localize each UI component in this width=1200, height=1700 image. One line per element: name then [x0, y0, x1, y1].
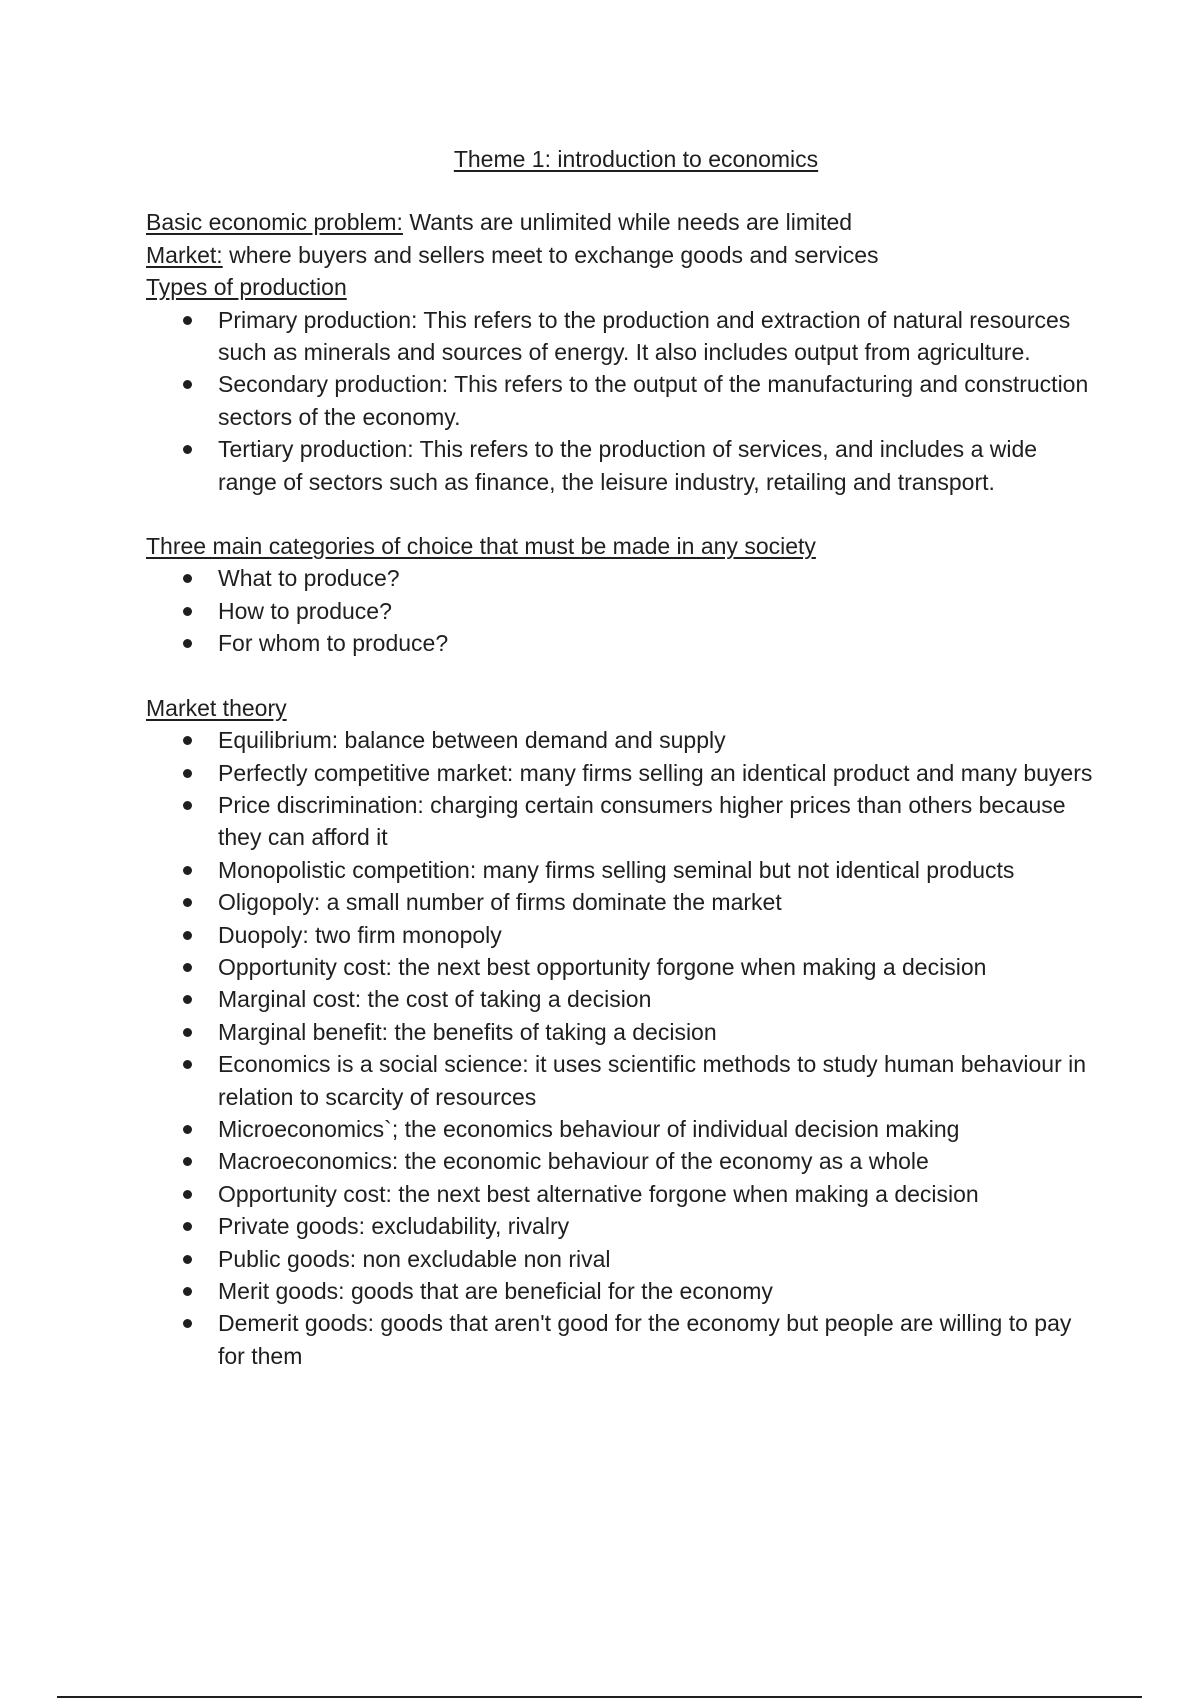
bullet-icon: [183, 866, 192, 875]
bullet-icon: [183, 1255, 192, 1264]
choices-list: [146, 562, 1096, 659]
list-item: [146, 562, 1096, 594]
bullet-icon: [183, 931, 192, 940]
bullet-icon: [183, 898, 192, 907]
choices-heading: Three main categories of choice that must be made in any society: [146, 533, 816, 560]
list-item-text: Demerit goods: goods that aren't good for the economy but people are willing to pay for them: [218, 1310, 1072, 1369]
document-page: [146, 143, 1096, 1372]
basic-problem-text: Wants are unlimited while needs are limited: [402, 209, 853, 236]
market-text: where buyers and sellers meet to exchange goods and services: [222, 241, 879, 268]
list-item-text: Macroeconomics: the economic behaviour of the economy as a whole: [218, 1148, 929, 1175]
list-item: [146, 1210, 1096, 1242]
list-item: [146, 368, 1096, 433]
list-item-text: Perfectly competitive market: many firms selling an identical product and many buyers: [218, 759, 1093, 786]
list-item: [146, 1113, 1096, 1145]
list-item: [146, 789, 1096, 854]
list-item-text: Tertiary production: This refers to the production of services, and includes a wide range of sectors such as finance, the leisure industry, retailing and transport.: [218, 436, 1038, 495]
list-item-text: Private goods: excludability, rivalry: [218, 1213, 570, 1240]
list-item-text: How to produce?: [218, 597, 392, 624]
list-item-text: Microeconomics`; the economics behaviour of individual decision making: [218, 1115, 960, 1142]
types-of-production-list: [146, 304, 1096, 498]
list-item: [146, 595, 1096, 627]
list-item-text: What to produce?: [218, 565, 400, 592]
bullet-icon: [183, 995, 192, 1004]
bullet-icon: [183, 1222, 192, 1231]
list-item-text: Opportunity cost: the next best opportunity forgone when making a decision: [218, 953, 987, 980]
list-item-text: Price discrimination: charging certain consumers higher prices than others because they can afford it: [218, 791, 1066, 851]
market-label: Market:: [146, 241, 223, 268]
basic-problem-label: Basic economic problem:: [146, 209, 403, 236]
basic-problem-definition: [146, 206, 1096, 238]
bullet-icon: [183, 607, 192, 616]
bullet-icon: [183, 769, 192, 778]
bullet-icon: [183, 801, 192, 810]
bullet-icon: [183, 1157, 192, 1166]
list-item: [146, 951, 1096, 983]
bullet-icon: [183, 1190, 192, 1199]
list-item-text: Opportunity cost: the next best alternative forgone when making a decision: [218, 1180, 979, 1207]
market-theory-heading: Market theory: [146, 694, 287, 721]
list-item: [146, 1016, 1096, 1048]
list-item: [146, 886, 1096, 918]
list-item: [146, 854, 1096, 886]
page-bottom-rule: [57, 1696, 1142, 1698]
document-title: Theme 1: introduction to economics: [453, 146, 819, 172]
list-item-text: Merit goods: goods that are beneficial for the economy: [218, 1278, 773, 1304]
list-item-text: Primary production: This refers to the production and extraction of natural resources such as minerals and sources of energy. It also includes output from agriculture.: [218, 306, 1071, 366]
list-item-text: Secondary production: This refers to the output of the manufacturing and construction sectors of the economy.: [218, 371, 1089, 430]
list-item: [146, 1145, 1096, 1177]
list-item: [146, 757, 1096, 789]
list-item: [146, 1307, 1096, 1372]
list-item-text: For whom to produce?: [218, 630, 449, 657]
list-item-text: Oligopoly: a small number of firms dominate the market: [218, 889, 782, 916]
market-definition: [146, 239, 1096, 271]
bullet-icon: [183, 1287, 192, 1296]
market-theory-list: [146, 724, 1096, 1372]
bullet-icon: [183, 1060, 192, 1069]
list-item: [146, 1178, 1096, 1210]
list-item: [146, 1275, 1096, 1307]
bullet-icon: [183, 316, 192, 325]
spacer: [146, 660, 1096, 692]
list-item: [146, 1048, 1096, 1113]
bullet-icon: [183, 380, 192, 389]
list-item-text: Marginal benefit: the benefits of taking a decision: [218, 1018, 717, 1045]
bullet-icon: [183, 574, 192, 583]
list-item-text: Economics is a social science: it uses scientific methods to study human behaviour in relation to scarcity of resources: [218, 1051, 1087, 1110]
bullet-icon: [183, 639, 192, 648]
bullet-icon: [183, 963, 192, 972]
list-item: [146, 724, 1096, 756]
list-item-text: Marginal cost: the cost of taking a decision: [218, 986, 652, 1013]
bullet-icon: [183, 1125, 192, 1134]
bullet-icon: [183, 1319, 192, 1328]
bullet-icon: [183, 1028, 192, 1037]
list-item: [146, 1243, 1096, 1275]
list-item: [146, 304, 1096, 369]
spacer: [146, 498, 1096, 530]
list-item-text: Public goods: non excludable non rival: [218, 1245, 611, 1272]
list-item-text: Duopoly: two firm monopoly: [218, 921, 502, 948]
types-of-production-heading: Types of production: [146, 274, 347, 301]
list-item: [146, 627, 1096, 659]
bullet-icon: [183, 736, 192, 745]
list-item-text: Equilibrium: balance between demand and supply: [218, 727, 726, 754]
list-item-text: Monopolistic competition: many firms selling seminal but not identical products: [218, 856, 1015, 883]
list-item: [146, 983, 1096, 1015]
list-item: [146, 433, 1096, 498]
list-item: [146, 919, 1096, 951]
bullet-icon: [183, 445, 192, 454]
